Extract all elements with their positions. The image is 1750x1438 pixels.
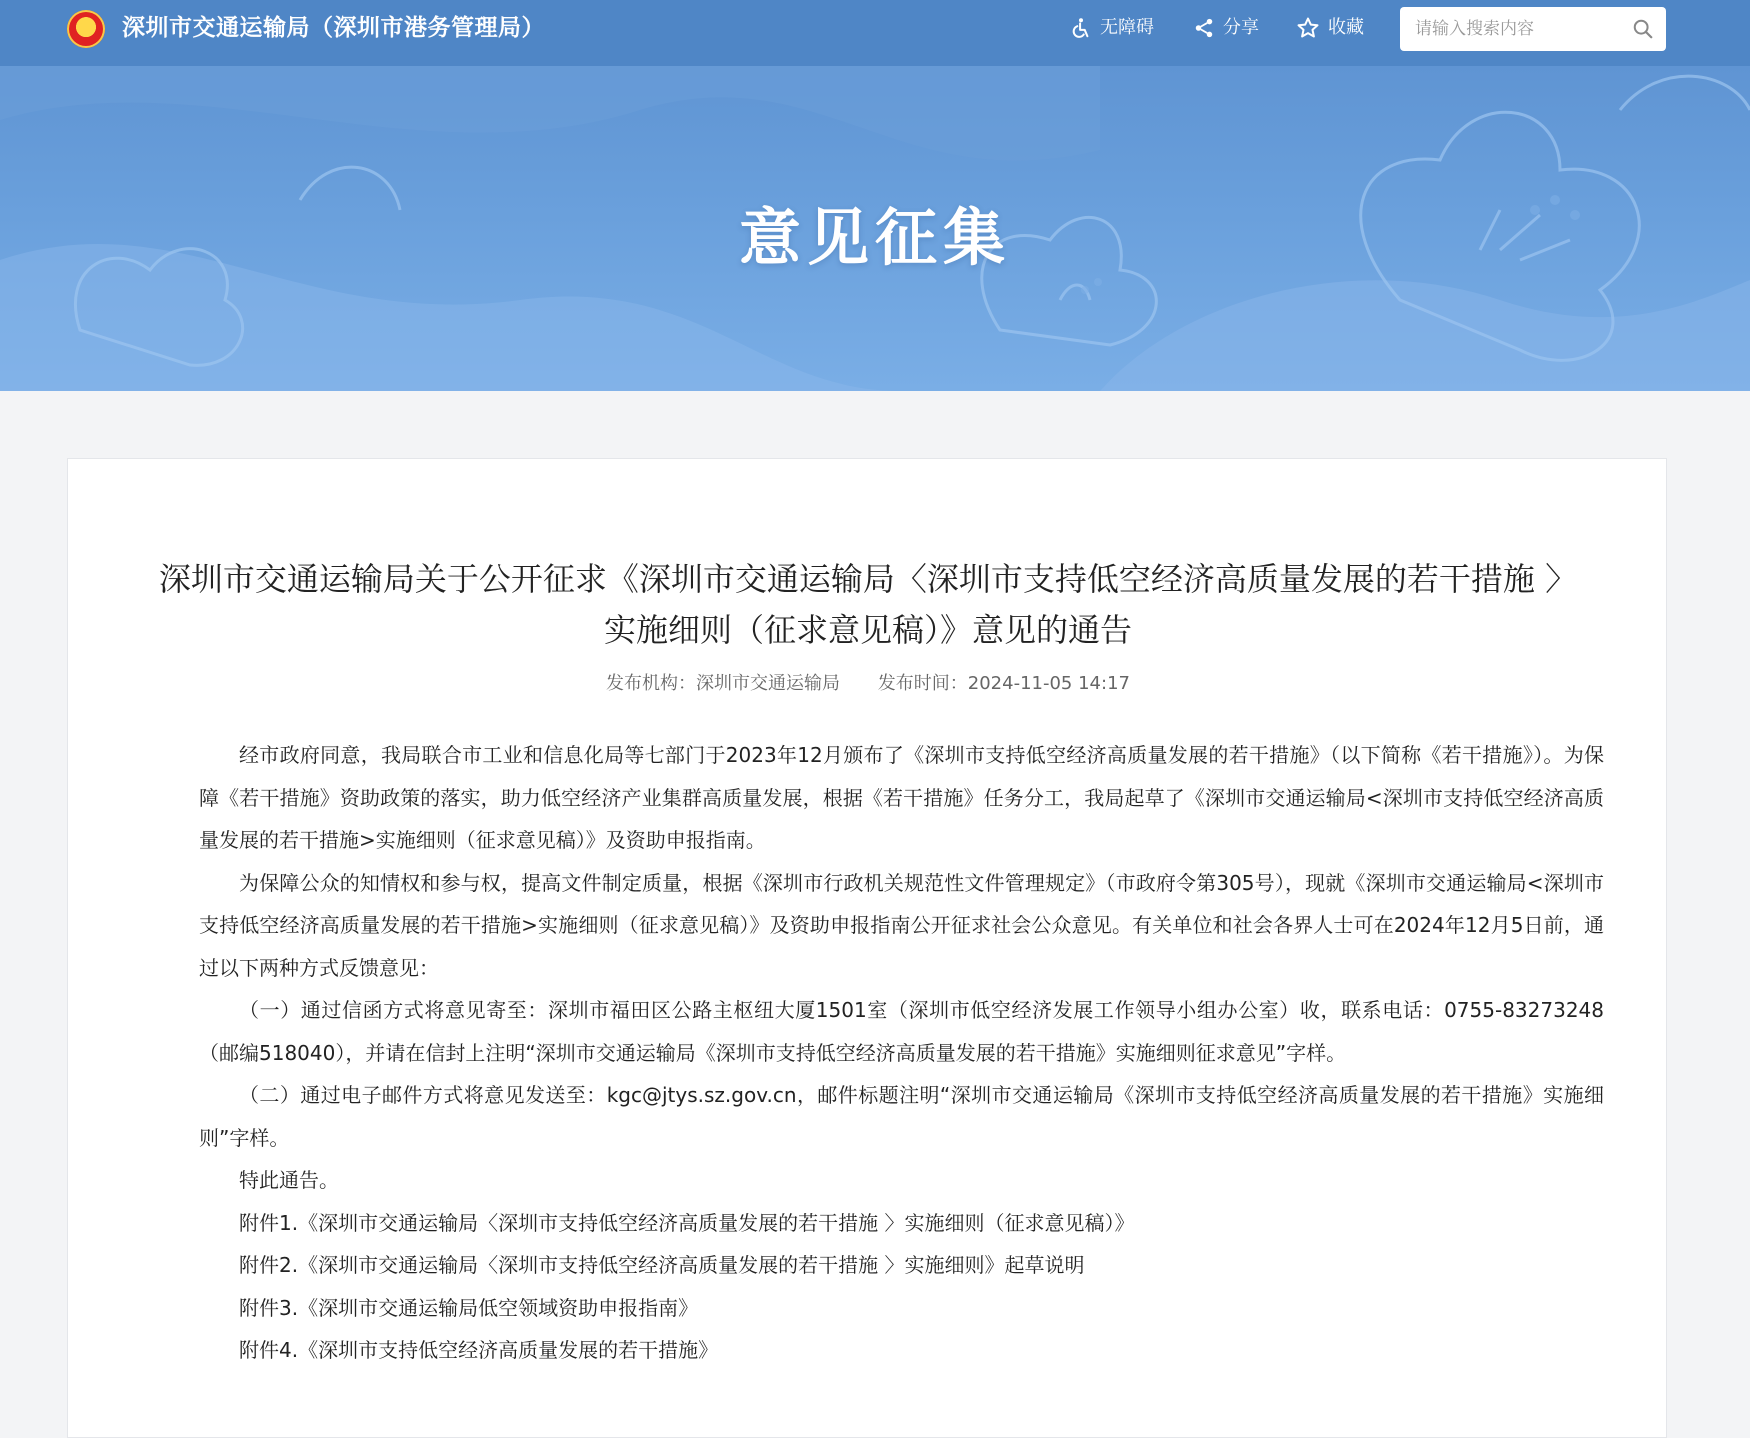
- accessibility-icon: [1070, 17, 1092, 39]
- share-button[interactable]: [1193, 14, 1259, 42]
- article-paragraph: 经市政府同意，我局联合市工业和信息化局等七部门于2023年12月颁布了《深圳市支持低空经济高质量发展的若干措施》（以下简称《若干措施》）。为保障《若干措施》资助政策的落实，助力低空经济产业集群高质量发展，根据《若干措施》任务分工，我局起草了《深圳市交通运输局<深圳市支持低空经济高质量发展的若干措施>实施细则（征求意见稿）》及资助申报指南。: [199, 743, 1604, 852]
- share-icon: [1193, 17, 1215, 39]
- article-paragraph: 为保障公众的知情权和参与权，提高文件制定质量，根据《深圳市行政机关规范性文件管理规定》（市政府令第305号），现就《深圳市交通运输局<深圳市支持低空经济高质量发展的若干措施>实施细则（征求意见稿）》及资助申报指南公开征求社会公众意见。有关单位和社会各界人士可在2024年12月5日前，通过以下两种方式反馈意见：: [199, 870, 1604, 980]
- attachment-link-3[interactable]: 附件3.《深圳市交通运输局低空领域资助申报指南》: [239, 1295, 699, 1320]
- star-icon: [1296, 16, 1320, 40]
- search-icon[interactable]: [1632, 18, 1654, 40]
- article-body: [199, 734, 1604, 1372]
- accessibility-label: 无障碍: [1100, 17, 1154, 38]
- article-publisher: 发布机构：深圳市交通运输局: [606, 673, 841, 694]
- site-title[interactable]: 深圳市交通运输局（深圳市港务管理局）: [122, 15, 545, 41]
- banner-title: 意见征集: [738, 201, 1011, 274]
- attachment-link-2[interactable]: 附件2.《深圳市交通运输局〈深圳市支持低空经济高质量发展的若干措施 〉实施细则》起草说明: [239, 1253, 1085, 1277]
- attachment-link-1[interactable]: 附件1.《深圳市交通运输局〈深圳市支持低空经济高质量发展的若干措施 〉实施细则（征求意见稿）》: [239, 1210, 1135, 1235]
- favorite-button[interactable]: [1296, 14, 1364, 42]
- share-label: 分享: [1223, 17, 1259, 38]
- article-title: 深圳市交通运输局关于公开征求《深圳市交通运输局〈深圳市支持低空经济高质量发展的若干措施 〉实施细则（征求意见稿）》意见的通告: [158, 560, 1578, 649]
- article-publish-time: 发布时间：2024-11-05 14:17: [877, 673, 1130, 694]
- top-navigation-bar: [0, 0, 1750, 66]
- favorite-label: 收藏: [1328, 17, 1364, 38]
- article-paragraph: 特此通告。: [239, 1168, 339, 1192]
- accessibility-button[interactable]: [1070, 14, 1154, 42]
- article-paragraph: （二）通过电子邮件方式将意见发送至：kgc@jtys.sz.gov.cn，邮件标题注明“深圳市交通运输局《深圳市支持低空经济高质量发展的若干措施》实施细则”字样。: [199, 1083, 1604, 1150]
- article-paragraph: （一）通过信函方式将意见寄至：深圳市福田区公路主枢纽大厦1501室（深圳市低空经济发展工作领导小组办公室）收，联系电话：0755-83273248（邮编518040），并请在信封上注明“深圳市交通运输局《深圳市支持低空经济高质量发展的若干措施》实施细则征求意见”字样。: [199, 998, 1604, 1065]
- article-card: [67, 458, 1667, 1438]
- search-box: [1400, 7, 1666, 51]
- attachment-link-4[interactable]: 附件4.《深圳市支持低空经济高质量发展的若干措施》: [239, 1338, 719, 1362]
- search-input[interactable]: [1400, 7, 1620, 51]
- national-emblem-icon: [67, 10, 105, 48]
- article-meta: [68, 669, 1668, 695]
